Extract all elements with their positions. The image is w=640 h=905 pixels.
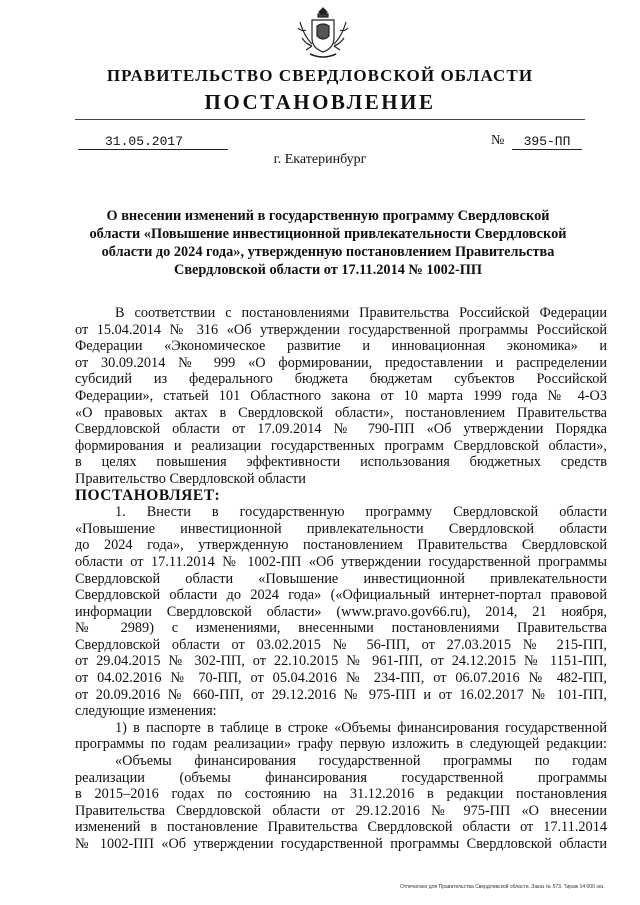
city-name: г. Екатеринбург [273, 152, 367, 167]
body-line: В соответствии с постановлениями Правительства Российской Федерации [115, 305, 607, 321]
document-title: О внесении изменений в государственную программу Свердловской области «Повышение инвестиционной привлекательности Свердловской области до 2024 года», утвержденную постановлением Правительства Свердловской области от 17.11.2014 № 1002-ПП [89, 208, 567, 278]
body-line: «О правовых актах в Свердловской области», постановлением Правительства [75, 404, 607, 421]
body-line: 1) в паспорте в таблице в строке «Объемы финансирования государственной [115, 719, 607, 736]
document-body [75, 305, 607, 853]
document-type: ПОСТАНОВЛЕНИЕ [204, 90, 436, 114]
body-line: от 30.09.2014 № 999 «О формировании, предоставлении и распределении [75, 354, 607, 371]
body-line: до 2024 года», утвержденную постановлением Правительства Свердловской [75, 537, 607, 554]
body-line: Свердловской области до 2024 года» («Официальный интернет-портал правовой [75, 587, 607, 604]
body-line: Правительство Свердловской области [75, 470, 306, 487]
body-line: № 2989) с изменениями, внесенными постановлениями Правительства [75, 620, 607, 637]
resolution-heading: ПОСТАНОВЛЯЕТ: [75, 487, 221, 504]
body-line: Федерации «Экономическое развитие и инновационная экономика» и [75, 338, 607, 355]
header-divider [75, 119, 585, 120]
document-number: 395-ПП [512, 134, 582, 150]
body-line: «Объемы финансирования государственной программы по годам [115, 753, 607, 770]
body-line: в целях повышения эффективности использования бюджетных средств [75, 454, 607, 471]
body-line: от 04.02.2016 № 70-ПП, от 05.04.2016 № 234-ПП, от 06.07.2016 № 482-ПП, [75, 670, 607, 687]
government-name: ПРАВИТЕЛЬСТВО СВЕРДЛОВСКОЙ ОБЛАСТИ [106, 66, 534, 85]
body-line: следующие изменения: [75, 703, 217, 720]
body-line: в 2015–2016 годах по состоянию на 31.12.2016 в редакции постановления [75, 786, 607, 803]
body-line: Свердловской области от 03.02.2015 № 56-ПП, от 27.03.2015 № 215-ПП, [75, 636, 607, 653]
body-line: информации Свердловской области» (www.pravo.gov66.ru), 2014, 21 ноября, [75, 603, 607, 620]
body-line: от 29.04.2015 № 302-ПП, от 22.10.2015 № 961-ПП, от 24.12.2015 № 1151-ПП, [75, 653, 607, 670]
body-line: Свердловской области от 17.09.2014 № 790-ПП «Об утверждении Порядка [75, 421, 607, 438]
body-line: Правительства Свердловской области от 29.12.2016 № 975-ПП «О внесении [75, 802, 607, 819]
coat-of-arms-emblem [294, 2, 352, 62]
document-date [78, 134, 228, 150]
body-line: реализации (объемы финансирования государственной программы [75, 769, 607, 786]
print-footer: Отпечатано для Правительства Свердловской области. Заказ № 573. Тираж 14 000 экз. [400, 884, 605, 890]
body-line: субсидий из федерального бюджета бюджетам субъектов Российской [75, 371, 607, 388]
body-line: области от 17.11.2014 № 1002-ПП «Об утверждении государственной программы [75, 553, 607, 570]
body-line: от 20.09.2016 № 660-ПП, от 29.12.2016 № 975-ПП и от 16.02.2017 № 101-ПП, [75, 686, 607, 703]
number-sign: № [491, 133, 505, 148]
body-line: Свердловской области «Повышение инвестиционной привлекательности [75, 570, 607, 587]
body-line: программы по годам реализации» графу первую изложить в следующей редакции: [75, 736, 607, 753]
date-value: 31.05.2017 [105, 134, 184, 149]
body-line: Федерации», статьей 101 Областного закона от 10 марта 1999 года № 4-ОЗ [75, 387, 607, 404]
body-line: от 15.04.2014 № 316 «Об утверждении государственной программы Российской [75, 321, 607, 338]
body-line: «Повышение инвестиционной привлекательности Свердловской области [75, 520, 607, 537]
body-line: 1. Внести в государственную программу Свердловской области [115, 504, 607, 521]
body-line: формирования и реализации государственных программ Свердловской области», [75, 437, 607, 454]
body-line: изменений в постановление Правительства Свердловской области от 17.11.2014 [75, 819, 607, 836]
body-line: № 1002-ПП «Об утверждении государственной программы Свердловской области [75, 836, 607, 852]
